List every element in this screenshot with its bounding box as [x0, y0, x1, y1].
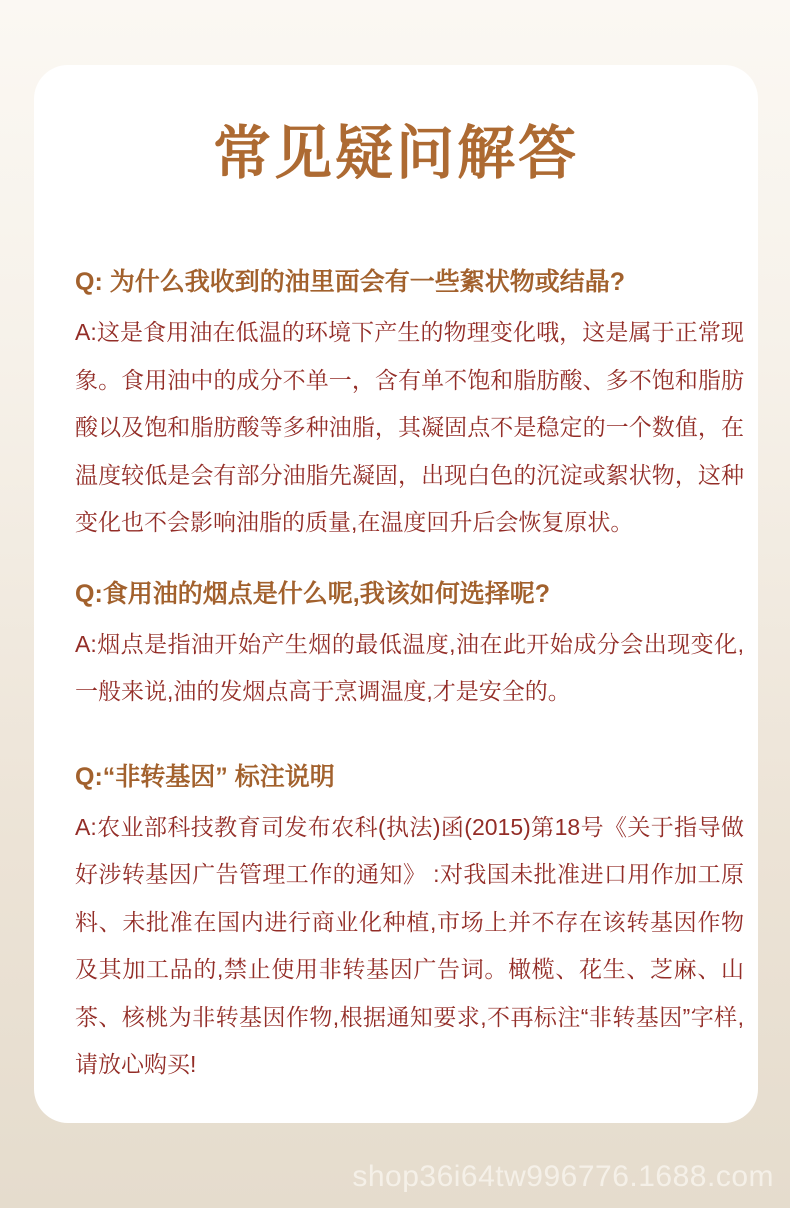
faq-answer-non-gmo-label: A:农业部科技教育司发布农科(执法)函(2015)第18号《关于指导做好涉转基因广告管理工作的通知》 :对我国未批准进口用作加工原料、未批准在国内进行商业化种植,市场上并不存在该转基因作物及其加工品的,禁止使用非转基因广告词。橄榄、花生、芝麻、山茶、核桃为非转基因作物,根据通知要求,不再标注“非转基因”字样,请放心购买! — [75, 813, 744, 1077]
faq-question-non-gmo-label: Q:“非转基因” 标注说明 — [75, 762, 335, 791]
faq-answer-smoke-point: A:烟点是指油开始产生烟的最低温度,油在此开始成分会出现变化,一般来说,油的发烟点高于烹调温度,才是安全的。 — [75, 630, 744, 704]
faq-item-flocculent — [75, 265, 744, 547]
page-title: 常见疑问解答 — [212, 121, 579, 186]
faq-answer-flocculent: A:这是食用油在低温的环境下产生的物理变化哦，这是属于正常现象。食用油中的成分不单一，含有单不饱和脂肪酸、多不饱和脂肪酸以及饱和脂肪酸等多种油脂，其凝固点不是稳定的一个数值，在温度较低是会有部分油脂先凝固，出现白色的沉淀或絮状物，这种变化也不会影响油脂的质量,在温度回升后会恢复原状。 — [75, 319, 744, 535]
faq-item-non-gmo-label — [75, 760, 744, 1089]
faq-question-smoke-point: Q:食用油的烟点是什么呢,我该如何选择呢? — [75, 579, 550, 608]
faq-item-smoke-point — [75, 577, 744, 716]
shop-url-watermark: shop36i64tw996776.1688.com — [352, 1160, 774, 1193]
faq-card — [34, 65, 758, 1123]
faq-question-flocculent: Q: 为什么我收到的油里面会有一些絮状物或结晶? — [75, 268, 625, 296]
